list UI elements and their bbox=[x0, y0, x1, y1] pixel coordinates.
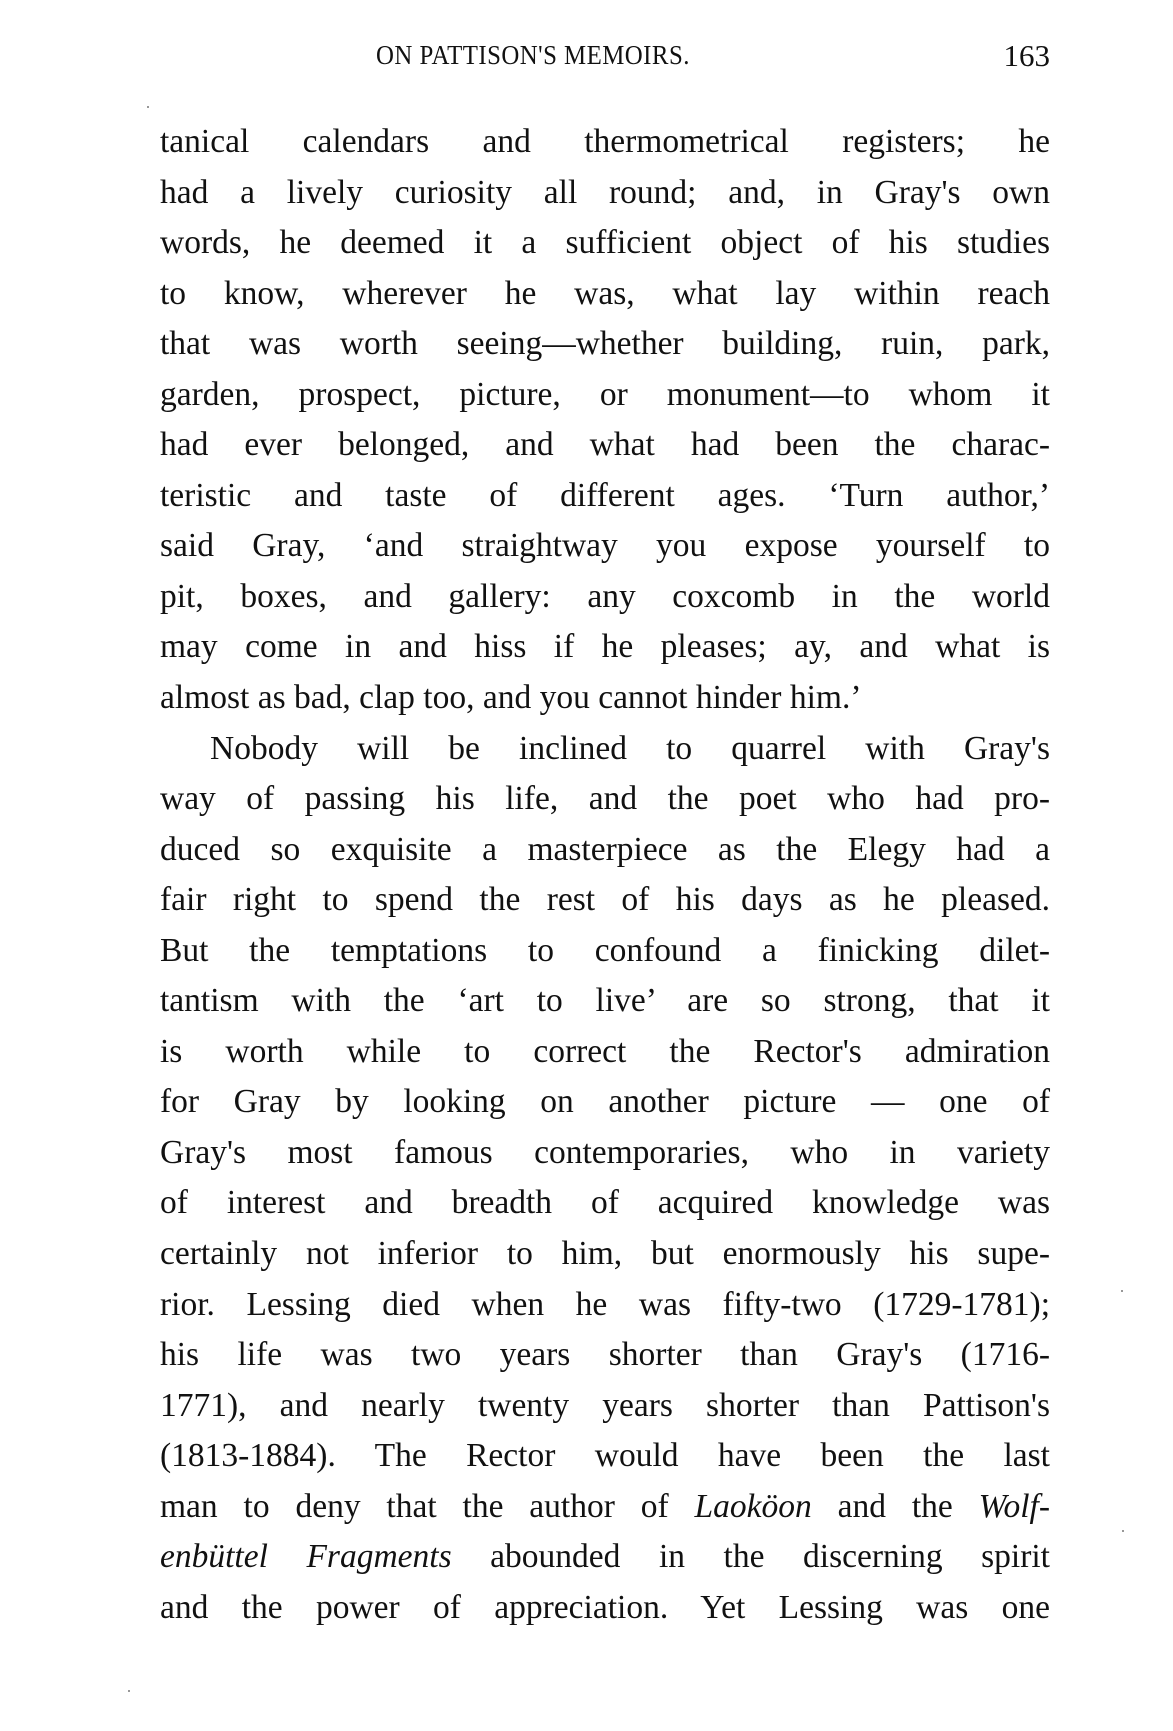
text-run: abounded in the discerning spirit bbox=[451, 1538, 1050, 1576]
text-line bbox=[160, 1583, 1050, 1634]
text-line bbox=[160, 572, 1050, 623]
text-run: fair right to spend the rest of his days as he pleased. bbox=[160, 881, 1050, 919]
text-run: of interest and breadth of acquired knowledge was bbox=[160, 1184, 1050, 1222]
text-line bbox=[160, 521, 1050, 572]
text-run: and the bbox=[811, 1487, 979, 1525]
text-line bbox=[160, 1381, 1050, 1432]
text-line bbox=[160, 1077, 1050, 1128]
italic-title: Laoköon bbox=[694, 1487, 812, 1525]
text-run: may come in and hiss if he pleases; ay, and what is bbox=[160, 628, 1050, 666]
scan-speck bbox=[1121, 1290, 1123, 1292]
text-run: almost as bad, clap too, and you cannot hinder him.’ bbox=[160, 679, 862, 717]
text-run: said Gray, ‘and straightway you expose yourself to bbox=[160, 527, 1050, 565]
text-run: garden, prospect, picture, or monument—to whom it bbox=[160, 375, 1050, 413]
italic-title: Wolf- bbox=[978, 1487, 1050, 1525]
text-run: that was worth seeing—whether building, ruin, park, bbox=[160, 325, 1050, 363]
text-run: pit, boxes, and gallery: any coxcomb in the world bbox=[160, 577, 1050, 615]
body-text bbox=[160, 117, 1050, 1633]
text-run: had a lively curiosity all round; and, in Gray's own bbox=[160, 173, 1050, 211]
text-run: Nobody will be inclined to quarrel with Gray's bbox=[210, 729, 1050, 767]
italic-title: enbüttel Fragments bbox=[160, 1538, 452, 1576]
text-line bbox=[160, 875, 1050, 926]
text-line bbox=[160, 1027, 1050, 1078]
text-run: tanical calendars and thermometrical registers; he bbox=[160, 123, 1050, 160]
text-line bbox=[160, 370, 1050, 421]
text-line bbox=[160, 1229, 1050, 1280]
text-line bbox=[160, 825, 1050, 876]
text-line bbox=[160, 1330, 1050, 1381]
text-run: (1813-1884). The Rector would have been the last bbox=[160, 1437, 1050, 1475]
text-run: his life was two years shorter than Gray's (1716- bbox=[160, 1336, 1050, 1374]
text-run: duced so exquisite a masterpiece as the Elegy had a bbox=[160, 830, 1050, 868]
text-run: and the power of appreciation. Yet Lessing was one bbox=[160, 1588, 1050, 1626]
text-run: rior. Lessing died when he was fifty-two (1729-1781); bbox=[160, 1285, 1050, 1323]
text-run: is worth while to correct the Rector's admiration bbox=[160, 1032, 1050, 1070]
text-line bbox=[160, 673, 1050, 724]
text-run: tantism with the ‘art to live’ are so strong, that it bbox=[160, 982, 1050, 1020]
text-run: Gray's most famous contemporaries, who in variety bbox=[160, 1133, 1050, 1171]
text-line bbox=[160, 168, 1050, 219]
text-line bbox=[160, 1178, 1050, 1229]
text-line bbox=[160, 724, 1050, 775]
text-line bbox=[160, 1482, 1050, 1533]
running-title: ON PATTISON'S MEMOIRS. bbox=[376, 40, 690, 70]
text-run: teristic and taste of different ages. ‘Turn author,’ bbox=[160, 476, 1050, 514]
text-run: had ever belonged, and what had been the charac- bbox=[160, 426, 1050, 464]
text-line bbox=[160, 218, 1050, 269]
text-run: to know, wherever he was, what lay within reach bbox=[160, 274, 1050, 312]
scan-speck bbox=[128, 1690, 130, 1692]
text-run: words, he deemed it a sufficient object of his studies bbox=[160, 224, 1050, 262]
text-line bbox=[160, 1280, 1050, 1331]
text-line bbox=[160, 774, 1050, 825]
text-line bbox=[160, 117, 1050, 168]
text-line bbox=[160, 1532, 1050, 1583]
text-run: way of passing his life, and the poet who had pro- bbox=[160, 780, 1050, 818]
text-run: 1771), and nearly twenty years shorter than Pattison's bbox=[160, 1386, 1050, 1424]
text-line bbox=[160, 1128, 1050, 1179]
page-number: 163 bbox=[1003, 38, 1050, 73]
text-line bbox=[160, 1431, 1050, 1482]
text-run: for Gray by looking on another picture — one of bbox=[160, 1083, 1050, 1121]
text-line bbox=[160, 926, 1050, 977]
text-line bbox=[160, 420, 1050, 471]
scan-speck bbox=[147, 106, 149, 108]
text-run: certainly not inferior to him, but enormously his supe- bbox=[160, 1235, 1050, 1273]
running-head bbox=[160, 40, 1050, 80]
text-line bbox=[160, 622, 1050, 673]
text-line bbox=[160, 319, 1050, 370]
text-run: man to deny that the author of bbox=[160, 1487, 695, 1525]
text-line bbox=[160, 976, 1050, 1027]
text-line bbox=[160, 471, 1050, 522]
scan-speck bbox=[1122, 1530, 1124, 1532]
text-line bbox=[160, 269, 1050, 320]
text-run: But the temptations to confound a finicking dilet- bbox=[160, 931, 1050, 969]
